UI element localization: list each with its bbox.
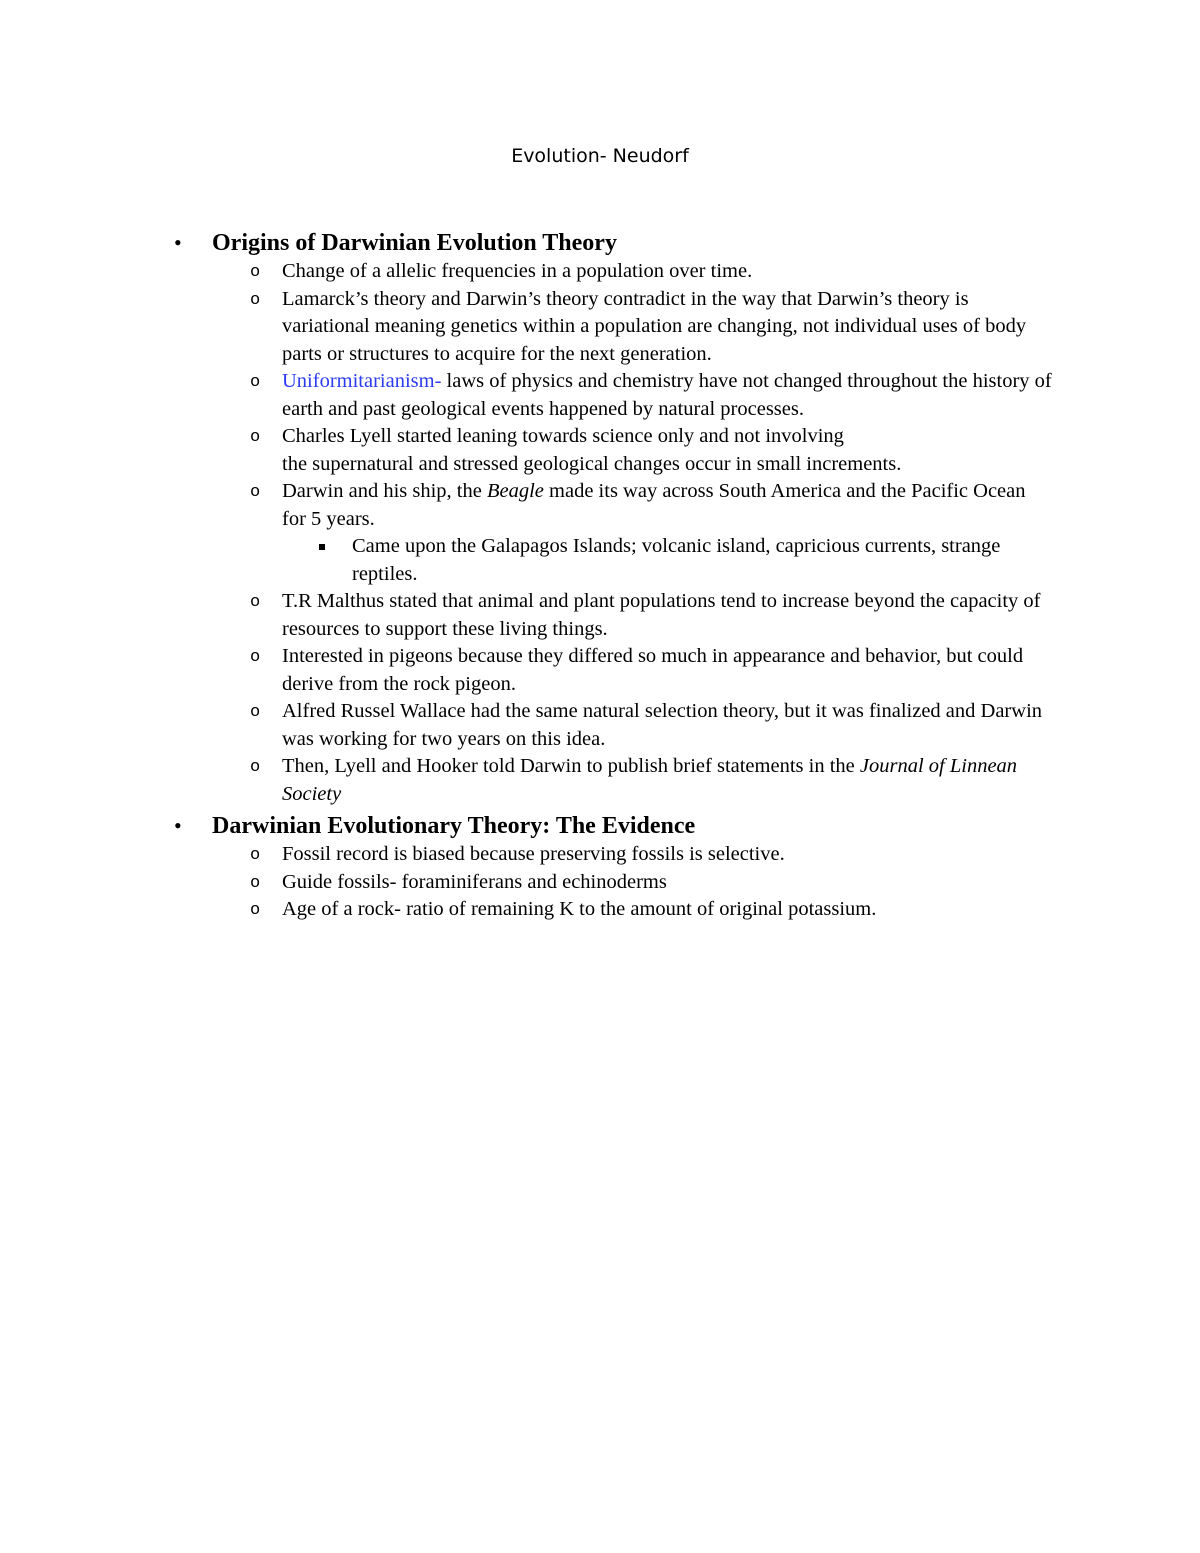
circle-bullet-icon: o bbox=[250, 593, 261, 612]
bullet-list bbox=[174, 258, 1074, 808]
list-item bbox=[174, 841, 1052, 869]
square-bullet-icon bbox=[319, 544, 325, 550]
list-item-text: Age of a rock- ratio of remaining K to the amount of original potassium. bbox=[282, 898, 877, 920]
list-item bbox=[174, 869, 1052, 897]
bullet-list bbox=[174, 841, 1074, 924]
list-item-text-continued: the supernatural and stressed geological changes occur in small increments. bbox=[282, 452, 902, 475]
list-item-text-continued: made its way across South America and the Pacific Ocean for 5 years. bbox=[282, 480, 1026, 530]
list-item-text: T.R Malthus stated that animal and plant populations tend to increase beyond the capacity of resources to support these living things. bbox=[282, 590, 1041, 640]
bullet-icon: • bbox=[174, 230, 182, 255]
circle-bullet-icon: o bbox=[250, 290, 261, 310]
list-item-text: Darwin and his ship, the bbox=[282, 480, 487, 502]
circle-bullet-icon: o bbox=[250, 648, 261, 667]
list-item-text: Charles Lyell started leaning towards science only and not involving bbox=[282, 425, 844, 447]
circle-bullet-icon: o bbox=[250, 483, 261, 502]
circle-bullet-icon: o bbox=[250, 901, 261, 920]
circle-bullet-icon: o bbox=[250, 846, 261, 865]
section-heading bbox=[174, 811, 1074, 841]
list-item bbox=[174, 258, 1052, 286]
list-item-text: Lamarck’s theory and Darwin’s theory contradict in the way that Darwin’s theory is variational meaning genetics within a population are changing, not individual uses of body parts or structures to acquire for the next generation. bbox=[282, 287, 1027, 365]
sub-list-wrapper bbox=[174, 533, 1074, 588]
document-title: Evolution- Neudorf bbox=[511, 145, 689, 167]
list-item-text: Change of a allelic frequencies in a population over time. bbox=[282, 260, 753, 282]
list-item bbox=[174, 368, 1052, 423]
list-item bbox=[174, 896, 1052, 924]
circle-bullet-icon: o bbox=[250, 263, 261, 282]
list-item bbox=[174, 643, 1052, 698]
sub-list-item-text: Came upon the Galapagos Islands; volcanic island, capricious currents, strange reptiles. bbox=[352, 535, 1001, 585]
circle-bullet-icon: o bbox=[250, 758, 261, 777]
document-body bbox=[174, 228, 1074, 924]
section-heading-text: Origins of Darwinian Evolution Theory bbox=[212, 230, 617, 256]
list-item-text: Alfred Russel Wallace had the same natural selection theory, but it was finalized and Darwin was working for two years on this idea. bbox=[282, 700, 1043, 750]
circle-bullet-icon: o bbox=[250, 373, 261, 392]
ship-name: Beagle bbox=[486, 480, 544, 502]
section-heading bbox=[174, 228, 1074, 258]
section-heading-text: Darwinian Evolutionary Theory: The Evidence bbox=[212, 813, 696, 839]
circle-bullet-icon: o bbox=[250, 873, 261, 893]
section-evidence bbox=[174, 811, 1074, 924]
journal-name: Journal of Linnean Society bbox=[282, 755, 1018, 805]
list-item bbox=[174, 478, 1052, 533]
circle-bullet-icon: o bbox=[250, 703, 261, 722]
list-item bbox=[174, 423, 1052, 478]
term-uniformitarianism: Uniformitarianism- bbox=[282, 370, 442, 392]
sub-bullet-list bbox=[174, 533, 1074, 588]
section-origins bbox=[174, 228, 1074, 808]
list-item-text: laws of physics and chemistry have not changed throughout the history of earth and past geological events happened by natural processes. bbox=[282, 370, 1052, 420]
list-item bbox=[174, 588, 1052, 643]
list-item bbox=[174, 286, 1052, 369]
list-item-text: Interested in pigeons because they differed so much in appearance and behavior, but could derive from the rock pigeon. bbox=[282, 645, 1024, 695]
sub-list-item bbox=[174, 533, 1042, 588]
list-item bbox=[174, 698, 1052, 753]
list-item-text: Fossil record is biased because preserving fossils is selective. bbox=[282, 843, 785, 865]
list-item-text: Guide fossils- foraminiferans and echinoderms bbox=[282, 870, 667, 893]
circle-bullet-icon: o bbox=[250, 428, 261, 447]
bullet-icon: • bbox=[174, 813, 182, 838]
list-item bbox=[174, 753, 1052, 808]
list-item-text: Then, Lyell and Hooker told Darwin to publish brief statements in the bbox=[282, 755, 860, 777]
